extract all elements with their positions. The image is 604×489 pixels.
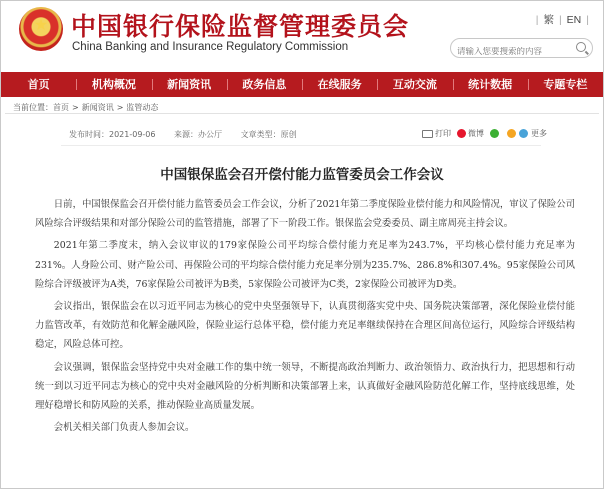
publish-date: 发布时间：2021-09-06: [69, 130, 156, 139]
article-paragraph: 会议指出，银保监会在以习近平同志为核心的党中央坚强领导下，认真贯彻落实党中央、国务院决策部署，深化保险业偿付能力监管改革，有效防范和化解金融风险，保险业运行总体平稳，偿付能力充足率继续保持在合理区间高位运行，风险综合评级结构稳定，风险总体可控。: [35, 301, 575, 351]
search-box: [450, 38, 593, 58]
more-label[interactable]: 更多: [531, 129, 547, 138]
language-switcher: | 繁 | EN |: [535, 14, 589, 26]
breadcrumb-regulatory[interactable]: 监管动态: [126, 103, 159, 112]
breadcrumb-news[interactable]: 新闻资讯: [81, 103, 114, 112]
nav-item-gov-info[interactable]: 政务信息: [227, 72, 302, 97]
wechat-icon[interactable]: [490, 129, 499, 138]
search-icon[interactable]: [576, 42, 586, 52]
nav-item-online-service[interactable]: 在线服务: [302, 72, 377, 97]
print-icon[interactable]: [422, 130, 433, 138]
article-body: [35, 195, 575, 437]
divider: [61, 145, 541, 146]
breadcrumb-home[interactable]: 首页: [53, 103, 69, 112]
article-paragraph: 会议强调，银保监会坚持党中央对金融工作的集中统一领导，不断提高政治判断力、政治领悟力、政治执行力，把思想和行动统一到以习近平同志为核心的党中央对金融风险的分析判断和决策部署上来，认真做好金融风险防范化解工作，坚持底线思维，处理好稳增长和防风险的关系，推动保险业高质量发展。: [35, 361, 575, 412]
breadcrumb: [13, 102, 158, 113]
article-source: 来源：办公厅: [174, 130, 223, 139]
print-label[interactable]: 打印: [435, 129, 451, 138]
article-type: 文章类型：原创: [240, 130, 297, 139]
article-meta: [69, 129, 313, 140]
national-emblem-logo: ★: [19, 7, 63, 51]
site-header: [1, 1, 603, 69]
article-paragraph: 日前，中国银保监会召开偿付能力监管委员会工作会议，分析了2021年第二季度保险业偿付能力和风险情况，审议了保险公司风险综合评级结果和对部分保险公司的监管措施，部署了下一阶段工作。银保监会党委委员、副主席周亮主持会议。: [35, 199, 575, 230]
nav-item-news[interactable]: 新闻资讯: [152, 72, 227, 97]
lang-english-link[interactable]: EN: [566, 14, 582, 26]
article-paragraph: 会机关相关部门负责人参加会议。: [53, 422, 195, 434]
nav-item-about[interactable]: 机构概况: [76, 72, 151, 97]
lang-traditional-link[interactable]: 繁: [543, 14, 554, 26]
share-more-icon[interactable]: [519, 129, 528, 138]
nav-item-statistics[interactable]: 统计数据: [453, 72, 528, 97]
breadcrumb-prefix: 当前位置：: [13, 103, 53, 112]
site-title-en: China Banking and Insurance Regulatory Commission: [72, 41, 349, 53]
main-nav: [1, 72, 603, 97]
breadcrumb-separator: >: [116, 103, 124, 112]
weibo-label[interactable]: 微博: [468, 129, 484, 138]
weibo-icon[interactable]: [457, 129, 466, 138]
nav-item-interaction[interactable]: 互动交流: [377, 72, 452, 97]
article-paragraph: 2021年第二季度末，纳入会议审议的179家保险公司平均综合偿付能力充足率为243.7%，平均核心偿付能力充足率为231%。人身险公司、财产险公司、再保险公司的平均综合偿付能力充足率分别为235.7%、286.8%和307.4%。95家保险公司风险综合评级被评为A类，76家保险公司被评为B类，5家保险公司被评为C类，2家保险公司被评为D类。: [35, 240, 575, 290]
breadcrumb-separator: >: [72, 103, 79, 112]
nav-item-home[interactable]: 首页: [27, 78, 50, 91]
site-title-cn: 中国银行保险监督管理委员会: [71, 12, 410, 41]
nav-item-topics[interactable]: 专题专栏: [528, 72, 603, 97]
share-bar: [422, 128, 553, 139]
qzone-icon[interactable]: [507, 129, 516, 138]
divider: [5, 113, 599, 114]
search-input[interactable]: [457, 47, 575, 57]
article-title: 中国银保监会召开偿付能力监管委员会工作会议: [160, 167, 444, 183]
